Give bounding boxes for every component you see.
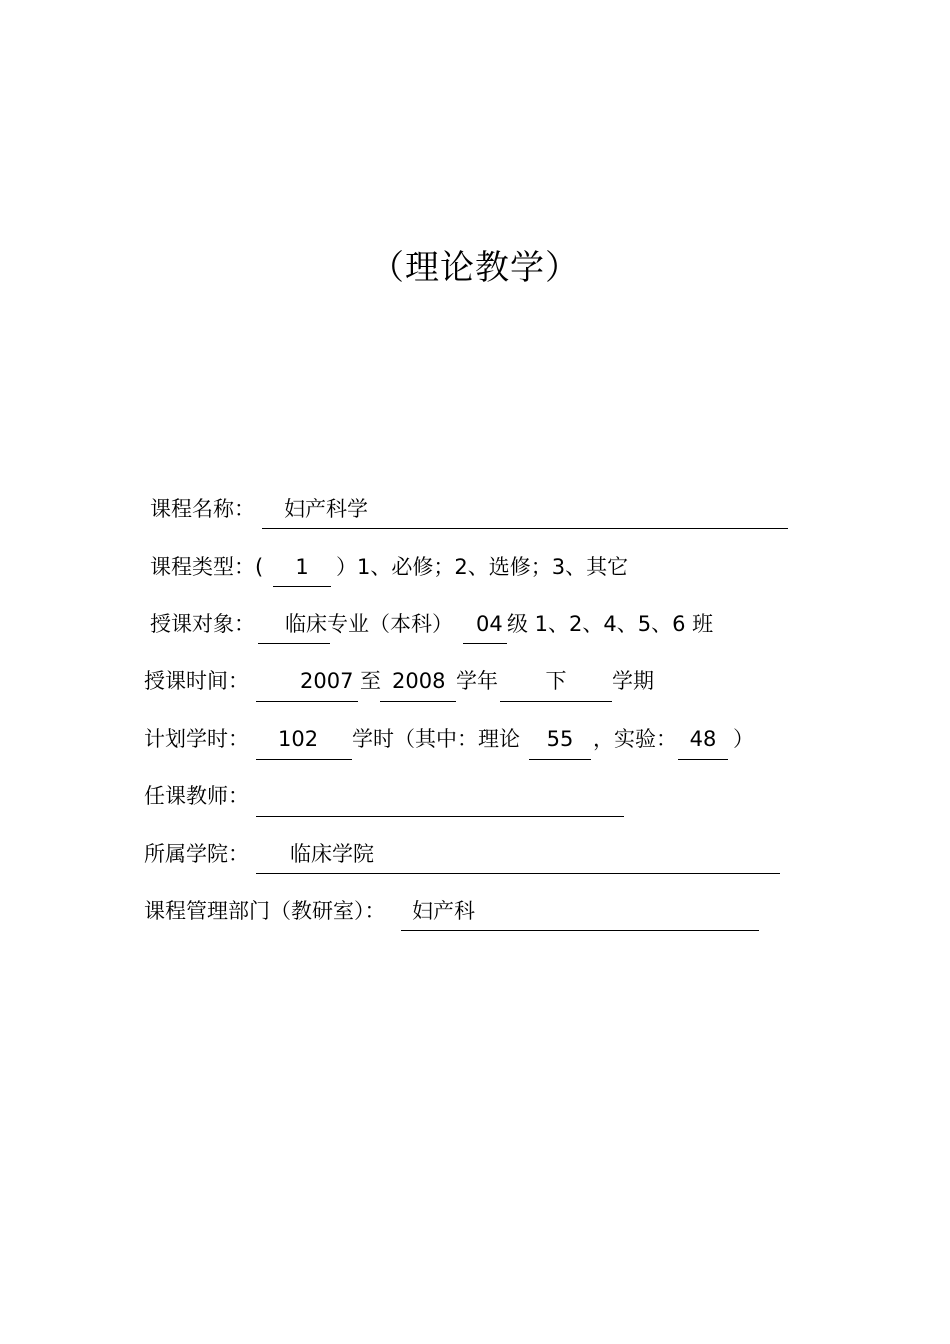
target-major-underline (258, 643, 330, 644)
hours-total: 102 (278, 727, 319, 751)
time-to: 至 (360, 669, 381, 693)
time-semester-underline (500, 701, 612, 702)
teacher-underline (256, 816, 624, 817)
hours-lab-text: ，实验： (593, 727, 677, 751)
page-title: （理论教学） (370, 248, 580, 288)
hours-lab-underline (678, 759, 728, 760)
target-grade: 04 (476, 612, 503, 636)
time-year-start: 2007 (300, 669, 354, 693)
target-grade-underline (463, 643, 507, 644)
target-label: 授课对象： (150, 612, 255, 636)
time-year-end-underline (380, 701, 456, 702)
course-name-label: 课程名称： (150, 497, 255, 521)
department-label: 课程管理部门（教研室）： (144, 899, 386, 923)
college-label: 所属学院： (144, 842, 249, 866)
hours-label: 计划学时： (144, 727, 249, 751)
hours-theory-underline (529, 759, 591, 760)
target-classes: 级 1、2、4、5、6 班 (507, 612, 714, 636)
hours-close: ） (733, 727, 754, 751)
course-name-value: 妇产科学 (284, 497, 368, 521)
hours-theory: 55 (546, 727, 574, 751)
course-type-underline (273, 586, 331, 587)
department-underline (401, 930, 759, 931)
course-type-label: 课程类型：( (150, 555, 264, 579)
course-type-value: 1 (295, 555, 309, 579)
target-major: 临床专业（本科） (285, 612, 453, 636)
hours-total-underline (256, 759, 352, 760)
time-label: 授课时间： (144, 669, 249, 693)
department-value: 妇产科 (412, 899, 475, 923)
hours-unit-text: 学时（其中：理论 (352, 727, 520, 751)
college-value: 临床学院 (290, 842, 374, 866)
time-semester-unit: 学期 (612, 669, 654, 693)
hours-lab: 48 (689, 727, 717, 751)
course-type-options: ）1、必修；2、选修；3、其它 (336, 555, 629, 579)
college-underline (256, 873, 780, 874)
course-name-underline (262, 528, 788, 529)
time-semester: 下 (545, 669, 567, 693)
time-year-end: 2008 (392, 669, 446, 693)
time-year-unit: 学年 (456, 669, 498, 693)
time-year-start-underline (256, 701, 358, 702)
teacher-label: 任课教师： (144, 784, 249, 808)
